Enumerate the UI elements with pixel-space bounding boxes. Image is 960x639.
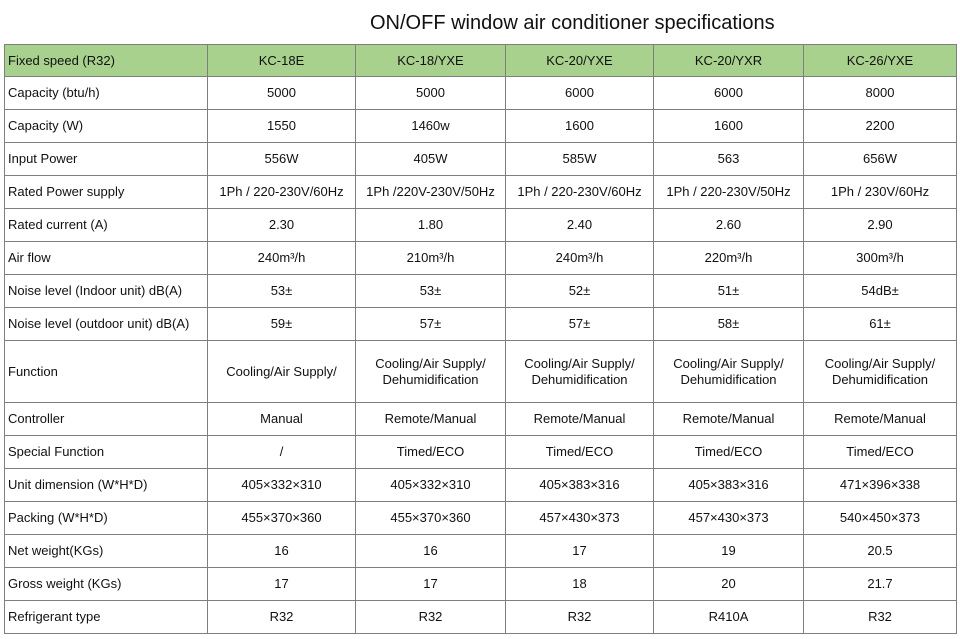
table-row	[5, 77, 957, 110]
table-cell: Cooling/Air Supply/ Dehumidification	[356, 341, 506, 403]
table-row	[5, 535, 957, 568]
table-cell: 556W	[208, 143, 356, 176]
table-cell: 300m³/h	[804, 242, 957, 275]
table-row	[5, 403, 957, 436]
table-cell: 2.30	[208, 209, 356, 242]
table-cell: Remote/Manual	[654, 403, 804, 436]
row-label: Capacity (W)	[5, 110, 208, 143]
table-cell: 16	[208, 535, 356, 568]
table-cell: 54dB±	[804, 275, 957, 308]
table-cell: R32	[506, 601, 654, 634]
table-row	[5, 469, 957, 502]
table-cell: 18	[506, 568, 654, 601]
row-label: Function	[5, 341, 208, 403]
row-label: Special Function	[5, 436, 208, 469]
table-cell: 240m³/h	[208, 242, 356, 275]
table-row	[5, 209, 957, 242]
table-row	[5, 308, 957, 341]
table-cell: 1Ph / 220-230V/60Hz	[208, 176, 356, 209]
table-cell: 16	[356, 535, 506, 568]
table-cell: 5000	[208, 77, 356, 110]
table-cell: 20.5	[804, 535, 957, 568]
row-label: Input Power	[5, 143, 208, 176]
row-label: Unit dimension (W*H*D)	[5, 469, 208, 502]
table-cell: 1600	[654, 110, 804, 143]
table-cell: /	[208, 436, 356, 469]
table-cell: 5000	[356, 77, 506, 110]
table-cell: 17	[356, 568, 506, 601]
table-cell: 52±	[506, 275, 654, 308]
table-cell: 2.60	[654, 209, 804, 242]
table-cell: 405×332×310	[208, 469, 356, 502]
table-cell: 6000	[654, 77, 804, 110]
table-cell: 51±	[654, 275, 804, 308]
table-cell: Cooling/Air Supply/ Dehumidification	[804, 341, 957, 403]
table-cell: 1Ph / 230V/60Hz	[804, 176, 957, 209]
table-cell: 20	[654, 568, 804, 601]
table-cell: 58±	[654, 308, 804, 341]
row-label: Refrigerant type	[5, 601, 208, 634]
table-cell: 6000	[506, 77, 654, 110]
table-cell: 19	[654, 535, 804, 568]
model-header: KC-18/YXE	[356, 45, 506, 77]
table-row	[5, 601, 957, 634]
table-cell: 585W	[506, 143, 654, 176]
table-cell: 220m³/h	[654, 242, 804, 275]
table-cell: 1Ph / 220-230V/60Hz	[506, 176, 654, 209]
title-bar	[0, 0, 960, 44]
table-cell: Cooling/Air Supply/	[208, 341, 356, 403]
row-label: Controller	[5, 403, 208, 436]
table-cell: Timed/ECO	[654, 436, 804, 469]
table-cell: Remote/Manual	[506, 403, 654, 436]
table-row	[5, 275, 957, 308]
table-cell: 1.80	[356, 209, 506, 242]
table-cell: 210m³/h	[356, 242, 506, 275]
table-cell: Timed/ECO	[804, 436, 957, 469]
page-title: ON/OFF window air conditioner specifications	[370, 12, 775, 34]
spec-table	[4, 44, 957, 634]
header-row	[5, 45, 957, 77]
table-row	[5, 341, 957, 403]
table-cell: 1460w	[356, 110, 506, 143]
table-row	[5, 176, 957, 209]
model-header: KC-26/YXE	[804, 45, 957, 77]
table-cell: R410A	[654, 601, 804, 634]
table-cell: Cooling/Air Supply/ Dehumidification	[506, 341, 654, 403]
table-cell: 17	[208, 568, 356, 601]
table-cell: 57±	[356, 308, 506, 341]
table-row	[5, 502, 957, 535]
row-label: Air flow	[5, 242, 208, 275]
table-cell: 2.90	[804, 209, 957, 242]
table-cell: 471×396×338	[804, 469, 957, 502]
table-cell: 53±	[356, 275, 506, 308]
table-row	[5, 436, 957, 469]
table-cell: 457×430×373	[506, 502, 654, 535]
table-cell: 540×450×373	[804, 502, 957, 535]
table-cell: Timed/ECO	[356, 436, 506, 469]
row-label: Noise level (Indoor unit) dB(A)	[5, 275, 208, 308]
table-row	[5, 568, 957, 601]
row-label: Net weight(KGs)	[5, 535, 208, 568]
table-cell: Timed/ECO	[506, 436, 654, 469]
table-row	[5, 143, 957, 176]
table-cell: R32	[208, 601, 356, 634]
table-cell: 1550	[208, 110, 356, 143]
table-cell: Manual	[208, 403, 356, 436]
table-cell: Remote/Manual	[356, 403, 506, 436]
table-cell: 563	[654, 143, 804, 176]
model-header: KC-20/YXR	[654, 45, 804, 77]
table-cell: 1Ph /220V-230V/50Hz	[356, 176, 506, 209]
table-cell: 8000	[804, 77, 957, 110]
table-cell: 240m³/h	[506, 242, 654, 275]
table-cell: 1Ph / 220-230V/50Hz	[654, 176, 804, 209]
table-cell: 59±	[208, 308, 356, 341]
table-cell: 17	[506, 535, 654, 568]
row-label: Rated Power supply	[5, 176, 208, 209]
table-cell: Remote/Manual	[804, 403, 957, 436]
table-cell: 1600	[506, 110, 654, 143]
table-cell: 2.40	[506, 209, 654, 242]
row-label: Capacity (btu/h)	[5, 77, 208, 110]
model-header: KC-20/YXE	[506, 45, 654, 77]
row-label: Noise level (outdoor unit) dB(A)	[5, 308, 208, 341]
table-cell: Cooling/Air Supply/ Dehumidification	[654, 341, 804, 403]
model-header: KC-18E	[208, 45, 356, 77]
table-cell: 405×383×316	[506, 469, 654, 502]
table-cell: 405×332×310	[356, 469, 506, 502]
table-row	[5, 242, 957, 275]
table-cell: 53±	[208, 275, 356, 308]
table-cell: R32	[804, 601, 957, 634]
table-cell: 61±	[804, 308, 957, 341]
table-cell: R32	[356, 601, 506, 634]
table-cell: 405W	[356, 143, 506, 176]
table-row	[5, 110, 957, 143]
table-cell: 57±	[506, 308, 654, 341]
table-cell: 656W	[804, 143, 957, 176]
header-label: Fixed speed (R32)	[5, 45, 208, 77]
table-cell: 455×370×360	[208, 502, 356, 535]
row-label: Rated current (A)	[5, 209, 208, 242]
row-label: Gross weight (KGs)	[5, 568, 208, 601]
table-cell: 2200	[804, 110, 957, 143]
table-cell: 457×430×373	[654, 502, 804, 535]
table-cell: 455×370×360	[356, 502, 506, 535]
row-label: Packing (W*H*D)	[5, 502, 208, 535]
table-cell: 405×383×316	[654, 469, 804, 502]
table-cell: 21.7	[804, 568, 957, 601]
